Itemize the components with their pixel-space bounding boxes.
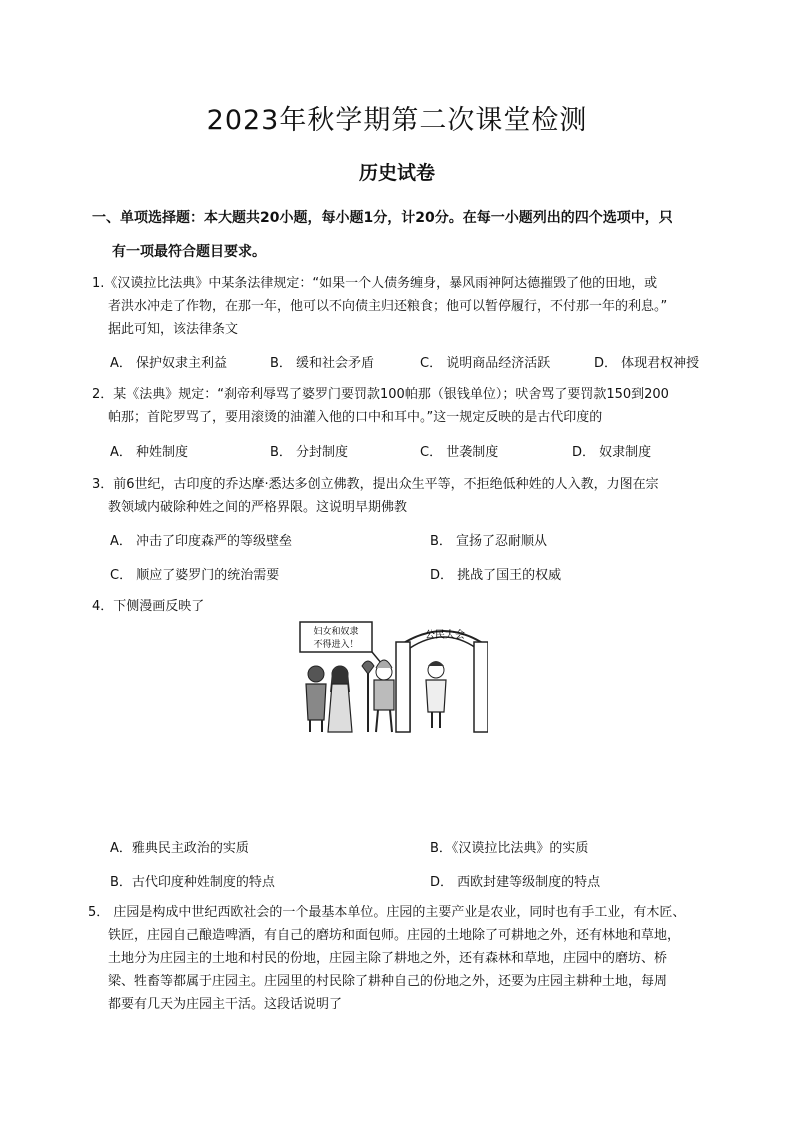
arch-label: 公民大会: [425, 630, 465, 641]
question-text: 者洪水冲走了作物，在那一年，他可以不向债主归还粮食；他可以暂停履行，不付那一年的利息。”: [108, 299, 668, 314]
section-heading: 一、单项选择题：本大题共20小题，每小题1分，计20分。在每一小题列出的四个选项中，只: [92, 210, 673, 226]
sign-text-line2: 不得进入！: [313, 640, 359, 650]
question-text: 都要有几天为庄园主干活。这段话说明了: [108, 997, 343, 1012]
option-a[interactable]: A．雅典民主政治的实质: [110, 841, 249, 856]
option-c[interactable]: B．古代印度种姓制度的特点: [110, 875, 275, 890]
page-title: 2023年秋学期第二次课堂检测: [206, 105, 588, 136]
question-text: 据此可知，该法律条文: [108, 322, 239, 337]
question-text: 5． 庄园是构成中世纪西欧社会的一个最基本单位。庄园的主要产业是农业，同时也有手工业，有木匠、: [88, 905, 686, 920]
option-b[interactable]: B． 缓和社会矛盾: [270, 356, 375, 371]
sign-text-line1: 妇女和奴隶: [313, 627, 359, 637]
option-d[interactable]: D． 西欧封建等级制度的特点: [430, 875, 601, 890]
question-text: 2．某《法典》规定：“刹帝利辱骂了婆罗门要罚款100帕那（银钱单位）；吠舍骂了要罚款150到200: [92, 387, 669, 402]
question-text: 铁匠，庄园自己酿造啤酒，有自己的磨坊和面包师。庄园的土地除了可耕地之外，还有林地和草地，: [108, 928, 681, 943]
question-text: 帕那；首陀罗骂了，要用滚烫的油灌入他的口中和耳中。”这一规定反映的是古代印度的: [108, 410, 603, 425]
option-a[interactable]: A． 冲击了印度森严的等级壁垒: [110, 534, 293, 549]
option-d[interactable]: D． 体现君权神授: [594, 356, 700, 371]
question-text: 梁、牲畜等都属于庄园主。庄园里的村民除了耕种自己的份地之外，还要为庄园主耕种土地，每周: [108, 974, 668, 989]
option-b[interactable]: B．《汉谟拉比法典》的实质: [430, 841, 589, 856]
option-b[interactable]: B． 分封制度: [270, 445, 349, 460]
question-text: 4．下侧漫画反映了: [92, 599, 205, 614]
option-c[interactable]: C． 说明商品经济活跃: [420, 356, 551, 371]
option-c[interactable]: C． 顺应了婆罗门的统治需要: [110, 568, 280, 583]
cartoon-illustration: [296, 612, 488, 738]
question-text: 3．前6世纪，古印度的乔达摩·悉达多创立佛教，提出众生平等，不拒绝低种姓的人入教，力图在宗: [92, 477, 659, 492]
question-text: 1.《汉谟拉比法典》中某条法律规定：“如果一个人债务缠身，暴风雨神阿达德摧毁了他的田地，或: [92, 276, 658, 291]
section-heading-cont: 有一项最符合题目要求。: [112, 244, 266, 260]
page-subtitle: 历史试卷: [358, 162, 435, 184]
option-d[interactable]: D． 奴隶制度: [572, 445, 652, 460]
question-text: 教领域内破除种姓之间的严格界限。这说明早期佛教: [108, 500, 408, 515]
question-text: 土地分为庄园主的土地和村民的份地，庄园主除了耕地之外，还有森林和草地，庄园中的磨坊、桥: [108, 951, 668, 966]
option-a[interactable]: A． 保护奴隶主利益: [110, 356, 228, 371]
option-b[interactable]: B． 宣扬了忍耐顺从: [430, 534, 548, 549]
option-d[interactable]: D． 挑战了国王的权威: [430, 568, 562, 583]
option-a[interactable]: A． 种姓制度: [110, 445, 189, 460]
option-c[interactable]: C． 世袭制度: [420, 445, 499, 460]
